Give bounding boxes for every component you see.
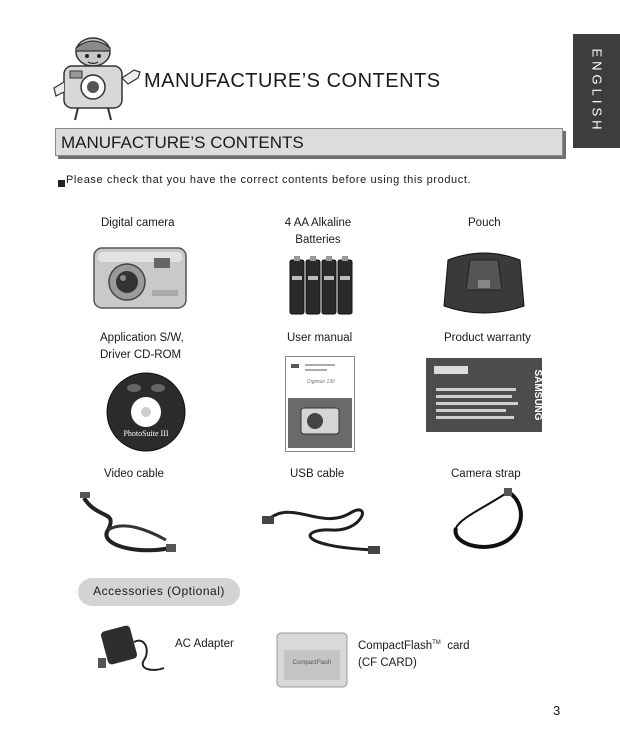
video-cable-label: Video cable: [104, 468, 164, 480]
cf-card-label-line2: (CF CARD): [358, 656, 417, 669]
product-warranty-label: Product warranty: [444, 332, 531, 344]
mascot-illustration: [48, 32, 143, 122]
software-cd-label: [100, 330, 184, 364]
cf-card-label-post: card: [447, 639, 470, 652]
section-title: MANUFACTURE’S CONTENTS: [61, 133, 304, 152]
user-manual-label: User manual: [287, 332, 353, 344]
cf-card-label-pre: CompactFlash: [358, 639, 433, 652]
page-number: 3: [553, 703, 561, 718]
usb-cable-label: USB cable: [290, 468, 345, 480]
trademark-symbol: TM: [432, 640, 441, 646]
software-cd-label-line1: Application S/W,: [100, 332, 184, 344]
camera-strap-image: [444, 488, 536, 558]
user-manual-image: [285, 356, 355, 452]
accessories-header: [78, 578, 240, 606]
batteries-label: [270, 215, 366, 249]
page-title: MANUFACTURE’S CONTENTS: [144, 70, 441, 92]
pouch-label: Pouch: [468, 217, 501, 229]
digital-camera-image: [92, 244, 188, 312]
usb-cable-image: [262, 492, 382, 556]
cf-label-text: CompactFlash: [292, 660, 332, 666]
batteries-image: [289, 256, 355, 316]
intro-text: Please check that you have the correct contents before using this product.: [66, 174, 472, 186]
accessories-title: Accessories (Optional): [93, 584, 225, 598]
manual-model-text: Digimax 130: [307, 379, 335, 385]
cd-label-text: PhotoSuite III: [123, 429, 169, 438]
cd-rom-image: [106, 372, 186, 452]
language-label: ENGLISH: [589, 48, 604, 134]
bullet-square-icon: [58, 180, 65, 187]
ac-adapter-image: [94, 618, 166, 676]
digital-camera-label: Digital camera: [101, 217, 175, 229]
warranty-brand-text: SAMSUNG: [532, 369, 543, 421]
camera-strap-label: Camera strap: [451, 468, 521, 480]
language-tab: [573, 34, 620, 148]
software-cd-label-line2: Driver CD-ROM: [100, 349, 182, 361]
ac-adapter-label: AC Adapter: [175, 638, 234, 650]
product-warranty-image: [426, 358, 542, 432]
section-header: [55, 128, 563, 156]
video-cable-image: [78, 490, 178, 560]
batteries-label-line2: Batteries: [295, 234, 341, 246]
cf-card-label: [358, 635, 470, 672]
cf-card-image: [276, 632, 348, 688]
batteries-label-line1: 4 AA Alkaline: [284, 217, 352, 229]
pouch-image: [440, 250, 528, 316]
